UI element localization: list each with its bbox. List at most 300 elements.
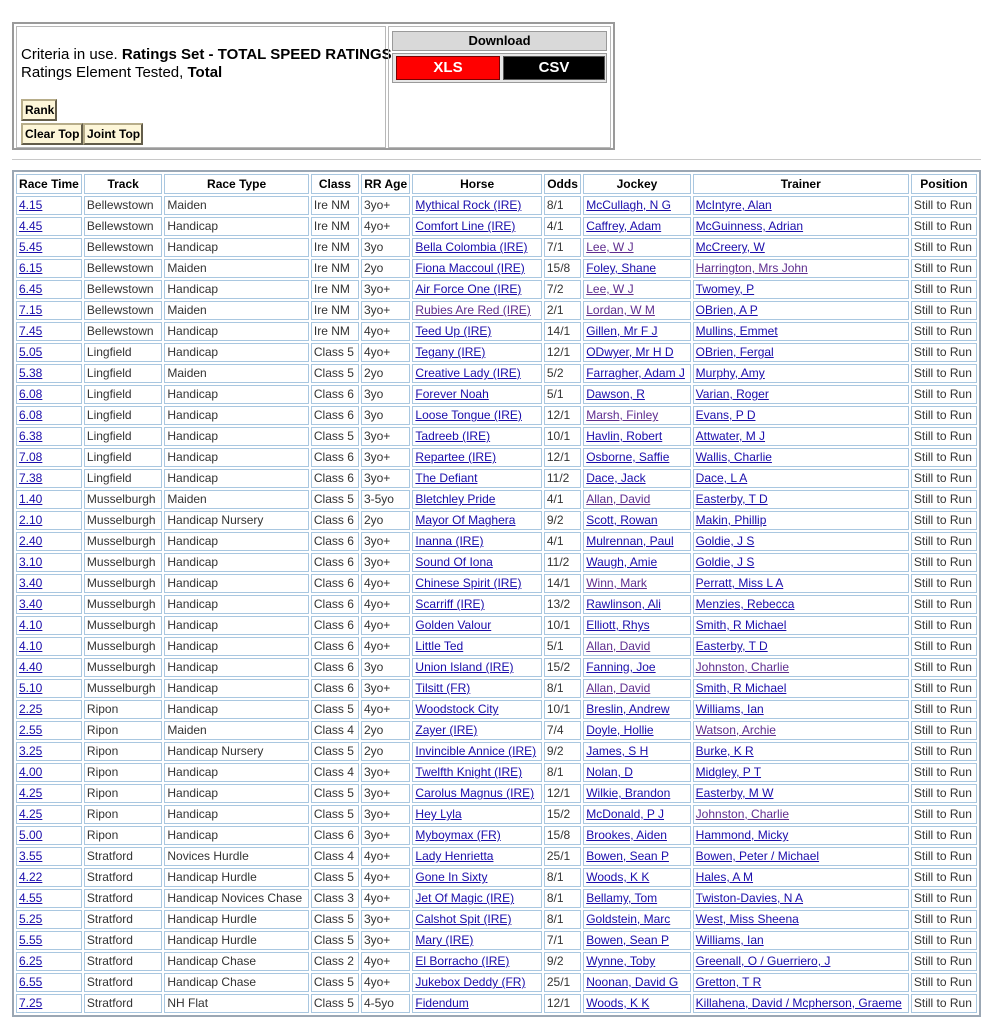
cell-odds: 10/1 [544, 616, 581, 635]
race-time-link[interactable]: 4.25 [19, 807, 43, 821]
jockey-link[interactable]: Gillen, Mr F J [586, 324, 658, 338]
cell-rr-age: 3yo [361, 406, 410, 425]
horse-link[interactable]: Lady Henrietta [415, 849, 494, 863]
trainer-link[interactable]: Gretton, T R [695, 975, 762, 989]
cell-race-type: Handicap Hurdle [164, 868, 309, 887]
cell-odds: 12/1 [544, 784, 581, 803]
jockey-link[interactable]: Wynne, Toby [586, 954, 656, 968]
jockey-link[interactable]: McCullagh, N G [586, 198, 671, 212]
criteria-text [21, 46, 392, 82]
race-time-link[interactable]: 5.00 [19, 828, 43, 842]
cell-jockey [583, 700, 690, 719]
race-time-link[interactable]: 3.10 [19, 555, 43, 569]
cell-race-time [16, 259, 82, 278]
horse-link[interactable]: Tadreeb (IRE) [415, 429, 491, 443]
jockey-link[interactable]: Lee, W J [586, 282, 634, 296]
trainer-link[interactable]: Wallis, Charlie [695, 450, 772, 464]
cell-rr-age: 4yo+ [361, 574, 410, 593]
horse-link[interactable]: Forever Noah [415, 387, 489, 401]
race-time-link[interactable]: 1.40 [19, 492, 43, 506]
jockey-link[interactable]: Dawson, R [586, 387, 645, 401]
jockey-link[interactable]: Goldstein, Marc [586, 912, 671, 926]
race-time-link[interactable]: 6.45 [19, 282, 43, 296]
jockey-link[interactable]: Nolan, D [586, 765, 633, 779]
jockey-link[interactable]: Allan, David [586, 492, 651, 506]
cell-odds: 25/1 [544, 973, 581, 992]
cell-jockey [583, 364, 690, 383]
cell-odds: 7/2 [544, 280, 581, 299]
jockey-link[interactable]: Farragher, Adam J [586, 366, 685, 380]
jockey-link[interactable]: Marsh, Finley [586, 408, 659, 422]
race-time-link[interactable]: 6.08 [19, 408, 43, 422]
horse-link[interactable]: Bletchley Pride [415, 492, 496, 506]
jockey-link[interactable]: Allan, David [586, 681, 651, 695]
cell-trainer [693, 301, 909, 320]
cell-race-time [16, 406, 82, 425]
jockey-link[interactable]: Noonan, David G [586, 975, 679, 989]
race-time-link[interactable]: 4.40 [19, 660, 43, 674]
cell-horse [412, 595, 541, 614]
jockey-link[interactable]: Bellamy, Tom [586, 891, 658, 905]
race-time-link[interactable]: 5.45 [19, 240, 43, 254]
jockey-link[interactable]: Brookes, Aiden [586, 828, 667, 842]
horse-link[interactable]: Mary (IRE) [415, 933, 474, 947]
trainer-link[interactable]: Watson, Archie [695, 723, 776, 737]
horse-link[interactable]: Myboymax (FR) [415, 828, 501, 842]
trainer-link[interactable]: Johnston, Charlie [695, 807, 790, 821]
cell-jockey [583, 889, 690, 908]
jockey-link[interactable]: Scott, Rowan [586, 513, 658, 527]
trainer-link[interactable]: McCreery, W [695, 240, 765, 254]
trainer-link[interactable]: Hammond, Micky [695, 828, 789, 842]
race-time-link[interactable]: 2.40 [19, 534, 43, 548]
cell-horse [412, 385, 541, 404]
cell-race-time [16, 217, 82, 236]
cell-trainer [693, 511, 909, 530]
trainer-link[interactable]: West, Miss Sheena [695, 912, 799, 926]
cell-class: Class 5 [311, 490, 359, 509]
trainer-link[interactable]: Williams, Ian [695, 702, 764, 716]
cell-position: Still to Run [911, 637, 977, 656]
table-row [16, 679, 977, 698]
trainer-link[interactable]: Mullins, Emmet [695, 324, 778, 338]
cell-class: Class 6 [311, 532, 359, 551]
table-row [16, 763, 977, 782]
horse-link[interactable]: Mayor Of Maghera [415, 513, 516, 527]
cell-odds: 2/1 [544, 301, 581, 320]
cell-odds: 4/1 [544, 217, 581, 236]
race-time-link[interactable]: 4.10 [19, 639, 43, 653]
jockey-link[interactable]: Lordan, W M [586, 303, 655, 317]
cell-trainer [693, 700, 909, 719]
race-time-link[interactable]: 5.55 [19, 933, 43, 947]
cell-race-type: Handicap [164, 385, 309, 404]
cell-track: Ripon [84, 742, 162, 761]
table-row [16, 700, 977, 719]
race-time-link[interactable]: 2.55 [19, 723, 43, 737]
cell-rr-age: 3yo [361, 658, 410, 677]
horse-link[interactable]: Fidendum [415, 996, 469, 1010]
horse-link[interactable]: Chinese Spirit (IRE) [415, 576, 522, 590]
trainer-link[interactable]: Killahena, David / Mcpherson, Graeme [695, 996, 902, 1010]
cell-race-type: Handicap [164, 343, 309, 362]
cell-rr-age: 4yo+ [361, 595, 410, 614]
cell-rr-age: 2yo [361, 721, 410, 740]
cell-odds: 8/1 [544, 889, 581, 908]
race-time-link[interactable]: 6.15 [19, 261, 43, 275]
trainer-link[interactable]: Easterby, T D [695, 639, 768, 653]
cell-race-type: Handicap Nursery [164, 742, 309, 761]
horse-link[interactable]: Scarriff (IRE) [415, 597, 485, 611]
cell-track: Stratford [84, 847, 162, 866]
jockey-link[interactable]: Bowen, Sean P [586, 849, 669, 863]
trainer-link[interactable]: Twiston-Davies, N A [695, 891, 804, 905]
cell-jockey [583, 217, 690, 236]
cell-class: Class 6 [311, 448, 359, 467]
cell-race-time [16, 826, 82, 845]
cell-odds: 9/2 [544, 952, 581, 971]
cell-race-type: Handicap [164, 217, 309, 236]
race-time-link[interactable]: 4.10 [19, 618, 43, 632]
csv-download-button[interactable]: CSV [503, 56, 605, 80]
cell-race-time [16, 322, 82, 341]
cell-trainer [693, 385, 909, 404]
cell-position: Still to Run [911, 196, 977, 215]
jockey-link[interactable]: James, S H [586, 744, 649, 758]
trainer-link[interactable]: Dace, L A [695, 471, 748, 485]
race-time-link[interactable]: 5.38 [19, 366, 43, 380]
cell-position: Still to Run [911, 238, 977, 257]
cell-race-time [16, 553, 82, 572]
jockey-link[interactable]: Osborne, Saffie [586, 450, 670, 464]
race-time-link[interactable]: 3.40 [19, 597, 43, 611]
trainer-link[interactable]: Menzies, Rebecca [695, 597, 795, 611]
trainer-link[interactable]: Goldie, J S [695, 534, 755, 548]
cell-horse [412, 679, 541, 698]
cell-trainer [693, 259, 909, 278]
rank-button[interactable]: Rank [21, 99, 57, 121]
cell-odds: 8/1 [544, 679, 581, 698]
jockey-link[interactable]: Breslin, Andrew [586, 702, 670, 716]
cell-trainer [693, 658, 909, 677]
trainer-link[interactable]: OBrien, Fergal [695, 345, 774, 359]
trainer-link[interactable]: Williams, Ian [695, 933, 764, 947]
horse-link[interactable]: Jet Of Magic (IRE) [415, 891, 515, 905]
trainer-link[interactable]: Burke, K R [695, 744, 754, 758]
cell-track: Stratford [84, 973, 162, 992]
column-header-horse: Horse [412, 174, 541, 194]
cell-race-type: Handicap [164, 700, 309, 719]
cell-horse [412, 364, 541, 383]
horse-link[interactable]: Twelfth Knight (IRE) [415, 765, 523, 779]
table-row [16, 196, 977, 215]
race-time-link[interactable]: 7.45 [19, 324, 43, 338]
trainer-link[interactable]: OBrien, A P [695, 303, 758, 317]
table-row [16, 406, 977, 425]
cell-trainer [693, 763, 909, 782]
xls-download-button[interactable]: XLS [396, 56, 500, 80]
race-time-link[interactable]: 6.55 [19, 975, 43, 989]
jockey-link[interactable]: Dace, Jack [586, 471, 646, 485]
cell-horse [412, 616, 541, 635]
cell-trainer [693, 469, 909, 488]
table-row [16, 784, 977, 803]
jockey-link[interactable]: ODwyer, Mr H D [586, 345, 674, 359]
horse-link[interactable]: Golden Valour [415, 618, 492, 632]
cell-horse [412, 532, 541, 551]
cell-odds: 7/1 [544, 238, 581, 257]
table-row [16, 217, 977, 236]
trainer-link[interactable]: Evans, P D [695, 408, 756, 422]
race-time-link[interactable]: 7.08 [19, 450, 43, 464]
cell-race-type: Handicap [164, 574, 309, 593]
criteria-box [16, 26, 392, 148]
horse-link[interactable]: Invincible Annice (IRE) [415, 744, 537, 758]
table-row [16, 259, 977, 278]
race-time-link[interactable]: 7.15 [19, 303, 43, 317]
jockey-link[interactable]: Caffrey, Adam [586, 219, 662, 233]
jockey-link[interactable]: Elliott, Rhys [586, 618, 650, 632]
cell-odds: 4/1 [544, 490, 581, 509]
cell-race-type: Novices Hurdle [164, 847, 309, 866]
race-time-link[interactable]: 4.22 [19, 870, 43, 884]
clear-top-button[interactable]: Clear Top [21, 123, 83, 145]
cell-track: Bellewstown [84, 301, 162, 320]
jockey-link[interactable]: Woods, K K [586, 870, 650, 884]
race-time-link[interactable]: 5.10 [19, 681, 43, 695]
joint-top-button[interactable]: Joint Top [83, 123, 143, 145]
cell-odds: 5/2 [544, 364, 581, 383]
cell-track: Lingfield [84, 385, 162, 404]
horse-link[interactable]: Rubies Are Red (IRE) [415, 303, 531, 317]
trainer-link[interactable]: Twomey, P [695, 282, 755, 296]
table-row [16, 826, 977, 845]
cell-race-type: Handicap [164, 553, 309, 572]
race-time-link[interactable]: 6.25 [19, 954, 43, 968]
cell-race-time [16, 763, 82, 782]
cell-track: Stratford [84, 889, 162, 908]
horse-link[interactable]: Jukebox Deddy (FR) [415, 975, 526, 989]
cell-position: Still to Run [911, 574, 977, 593]
horse-link[interactable]: Union Island (IRE) [415, 660, 514, 674]
cell-rr-age: 3yo+ [361, 805, 410, 824]
cell-race-type: Handicap [164, 280, 309, 299]
cell-track: Ripon [84, 826, 162, 845]
race-time-link[interactable]: 2.10 [19, 513, 43, 527]
download-buttons [392, 53, 607, 83]
jockey-link[interactable]: Fanning, Joe [586, 660, 656, 674]
trainer-link[interactable]: Easterby, T D [695, 492, 768, 506]
cell-horse [412, 784, 541, 803]
horse-link[interactable]: Comfort Line (IRE) [415, 219, 516, 233]
race-time-link[interactable]: 5.25 [19, 912, 43, 926]
race-time-link[interactable]: 3.25 [19, 744, 43, 758]
race-time-link[interactable]: 2.25 [19, 702, 43, 716]
horse-link[interactable]: El Borracho (IRE) [415, 954, 510, 968]
jockey-link[interactable]: Wilkie, Brandon [586, 786, 671, 800]
jockey-link[interactable]: Lee, W J [586, 240, 634, 254]
horse-link[interactable]: Gone In Sixty [415, 870, 488, 884]
horse-link[interactable]: Little Ted [415, 639, 464, 653]
jockey-link[interactable]: Doyle, Hollie [586, 723, 654, 737]
horse-link[interactable]: Mythical Rock (IRE) [415, 198, 522, 212]
cell-horse [412, 952, 541, 971]
cell-race-type: Handicap [164, 448, 309, 467]
trainer-link[interactable]: McGuinness, Adrian [695, 219, 804, 233]
trainer-link[interactable]: Easterby, M W [695, 786, 774, 800]
jockey-link[interactable]: Woods, K K [586, 996, 650, 1010]
cell-race-type: Handicap Chase [164, 952, 309, 971]
cell-jockey [583, 238, 690, 257]
trainer-link[interactable]: Murphy, Amy [695, 366, 765, 380]
cell-class: Class 6 [311, 574, 359, 593]
cell-track: Stratford [84, 952, 162, 971]
cell-track: Stratford [84, 910, 162, 929]
cell-rr-age: 4yo+ [361, 700, 410, 719]
horse-link[interactable]: Hey Lyla [415, 807, 462, 821]
race-time-link[interactable]: 4.25 [19, 786, 43, 800]
trainer-link[interactable]: Smith, R Michael [695, 618, 787, 632]
race-time-link[interactable]: 6.38 [19, 429, 43, 443]
cell-odds: 10/1 [544, 700, 581, 719]
cell-track: Lingfield [84, 427, 162, 446]
cell-odds: 15/8 [544, 826, 581, 845]
jockey-link[interactable]: Rawlinson, Ali [586, 597, 661, 611]
jockey-link[interactable]: Havlin, Robert [586, 429, 663, 443]
table-row [16, 910, 977, 929]
cell-odds: 10/1 [544, 427, 581, 446]
cell-rr-age: 3yo+ [361, 301, 410, 320]
cell-track: Ripon [84, 805, 162, 824]
horse-link[interactable]: Fiona Maccoul (IRE) [415, 261, 525, 275]
criteria-panel [12, 22, 615, 150]
jockey-link[interactable]: Mulrennan, Paul [586, 534, 674, 548]
race-time-link[interactable]: 5.05 [19, 345, 43, 359]
cell-class: Class 4 [311, 721, 359, 740]
horse-link[interactable]: The Defiant [415, 471, 478, 485]
race-time-link[interactable]: 4.15 [19, 198, 43, 212]
cell-position: Still to Run [911, 847, 977, 866]
horse-link[interactable]: Air Force One (IRE) [415, 282, 522, 296]
cell-race-time [16, 196, 82, 215]
cell-rr-age: 2yo [361, 742, 410, 761]
trainer-link[interactable]: Smith, R Michael [695, 681, 787, 695]
cell-jockey [583, 616, 690, 635]
race-time-link[interactable]: 4.45 [19, 219, 43, 233]
cell-trainer [693, 553, 909, 572]
cell-jockey [583, 847, 690, 866]
race-time-link[interactable]: 7.25 [19, 996, 43, 1010]
cell-class: Class 5 [311, 427, 359, 446]
trainer-link[interactable]: Attwater, M J [695, 429, 766, 443]
race-time-link[interactable]: 4.00 [19, 765, 43, 779]
cell-rr-age: 3yo+ [361, 427, 410, 446]
jockey-link[interactable]: McDonald, P J [586, 807, 665, 821]
horse-link[interactable]: Loose Tongue (IRE) [415, 408, 522, 422]
table-row [16, 952, 977, 971]
horse-link[interactable]: Zayer (IRE) [415, 723, 478, 737]
cell-trainer [693, 532, 909, 551]
race-time-link[interactable]: 3.55 [19, 849, 43, 863]
cell-position: Still to Run [911, 994, 977, 1013]
trainer-link[interactable]: Johnston, Charlie [695, 660, 790, 674]
table-row [16, 364, 977, 383]
cell-trainer [693, 826, 909, 845]
cell-trainer [693, 427, 909, 446]
cell-class: Class 5 [311, 742, 359, 761]
race-time-link[interactable]: 3.40 [19, 576, 43, 590]
cell-race-time [16, 658, 82, 677]
horse-link[interactable]: Teed Up (IRE) [415, 324, 492, 338]
trainer-link[interactable]: Perratt, Miss L A [695, 576, 784, 590]
jockey-link[interactable]: Waugh, Amie [586, 555, 658, 569]
horse-link[interactable]: Tegany (IRE) [415, 345, 486, 359]
cell-class: Class 3 [311, 889, 359, 908]
cell-class: Class 6 [311, 385, 359, 404]
column-header-trainer: Trainer [693, 174, 909, 194]
trainer-link[interactable]: Harrington, Mrs John [695, 261, 808, 275]
horse-link[interactable]: Sound Of Iona [415, 555, 493, 569]
jockey-link[interactable]: Bowen, Sean P [586, 933, 669, 947]
cell-odds: 8/1 [544, 763, 581, 782]
trainer-link[interactable]: Varian, Roger [695, 387, 769, 401]
cell-race-type: Maiden [164, 259, 309, 278]
jockey-link[interactable]: Allan, David [586, 639, 651, 653]
cell-trainer [693, 490, 909, 509]
cell-trainer [693, 406, 909, 425]
jockey-link[interactable]: Foley, Shane [586, 261, 657, 275]
cell-horse [412, 994, 541, 1013]
cell-jockey [583, 196, 690, 215]
jockey-link[interactable]: Winn, Mark [586, 576, 647, 590]
cell-position: Still to Run [911, 217, 977, 236]
horse-link[interactable]: Inanna (IRE) [415, 534, 484, 548]
cell-odds: 9/2 [544, 742, 581, 761]
horse-link[interactable]: Repartee (IRE) [415, 450, 497, 464]
cell-class: Ire NM [311, 301, 359, 320]
race-time-link[interactable]: 6.08 [19, 387, 43, 401]
cell-rr-age: 4yo+ [361, 889, 410, 908]
cell-race-time [16, 700, 82, 719]
horse-link[interactable]: Tilsitt (FR) [415, 681, 471, 695]
trainer-link[interactable]: Makin, Phillip [695, 513, 767, 527]
table-row [16, 868, 977, 887]
trainer-link[interactable]: Goldie, J S [695, 555, 755, 569]
horse-link[interactable]: Bella Colombia (IRE) [415, 240, 528, 254]
race-time-link[interactable]: 4.55 [19, 891, 43, 905]
table-row [16, 427, 977, 446]
cell-trainer [693, 952, 909, 971]
cell-horse [412, 910, 541, 929]
trainer-link[interactable]: McIntyre, Alan [695, 198, 772, 212]
cell-position: Still to Run [911, 511, 977, 530]
trainer-link[interactable]: Hales, A M [695, 870, 754, 884]
horse-link[interactable]: Woodstock City [415, 702, 499, 716]
trainer-link[interactable]: Greenall, O / Guerriero, J [695, 954, 831, 968]
horse-link[interactable]: Carolus Magnus (IRE) [415, 786, 535, 800]
horse-link[interactable]: Creative Lady (IRE) [415, 366, 521, 380]
cell-race-time [16, 574, 82, 593]
race-time-link[interactable]: 7.38 [19, 471, 43, 485]
trainer-link[interactable]: Bowen, Peter / Michael [695, 849, 820, 863]
cell-race-time [16, 595, 82, 614]
horse-link[interactable]: Calshot Spit (IRE) [415, 912, 512, 926]
cell-class: Class 6 [311, 826, 359, 845]
download-box [388, 26, 611, 148]
trainer-link[interactable]: Midgley, P T [695, 765, 762, 779]
cell-jockey [583, 322, 690, 341]
cell-position: Still to Run [911, 322, 977, 341]
